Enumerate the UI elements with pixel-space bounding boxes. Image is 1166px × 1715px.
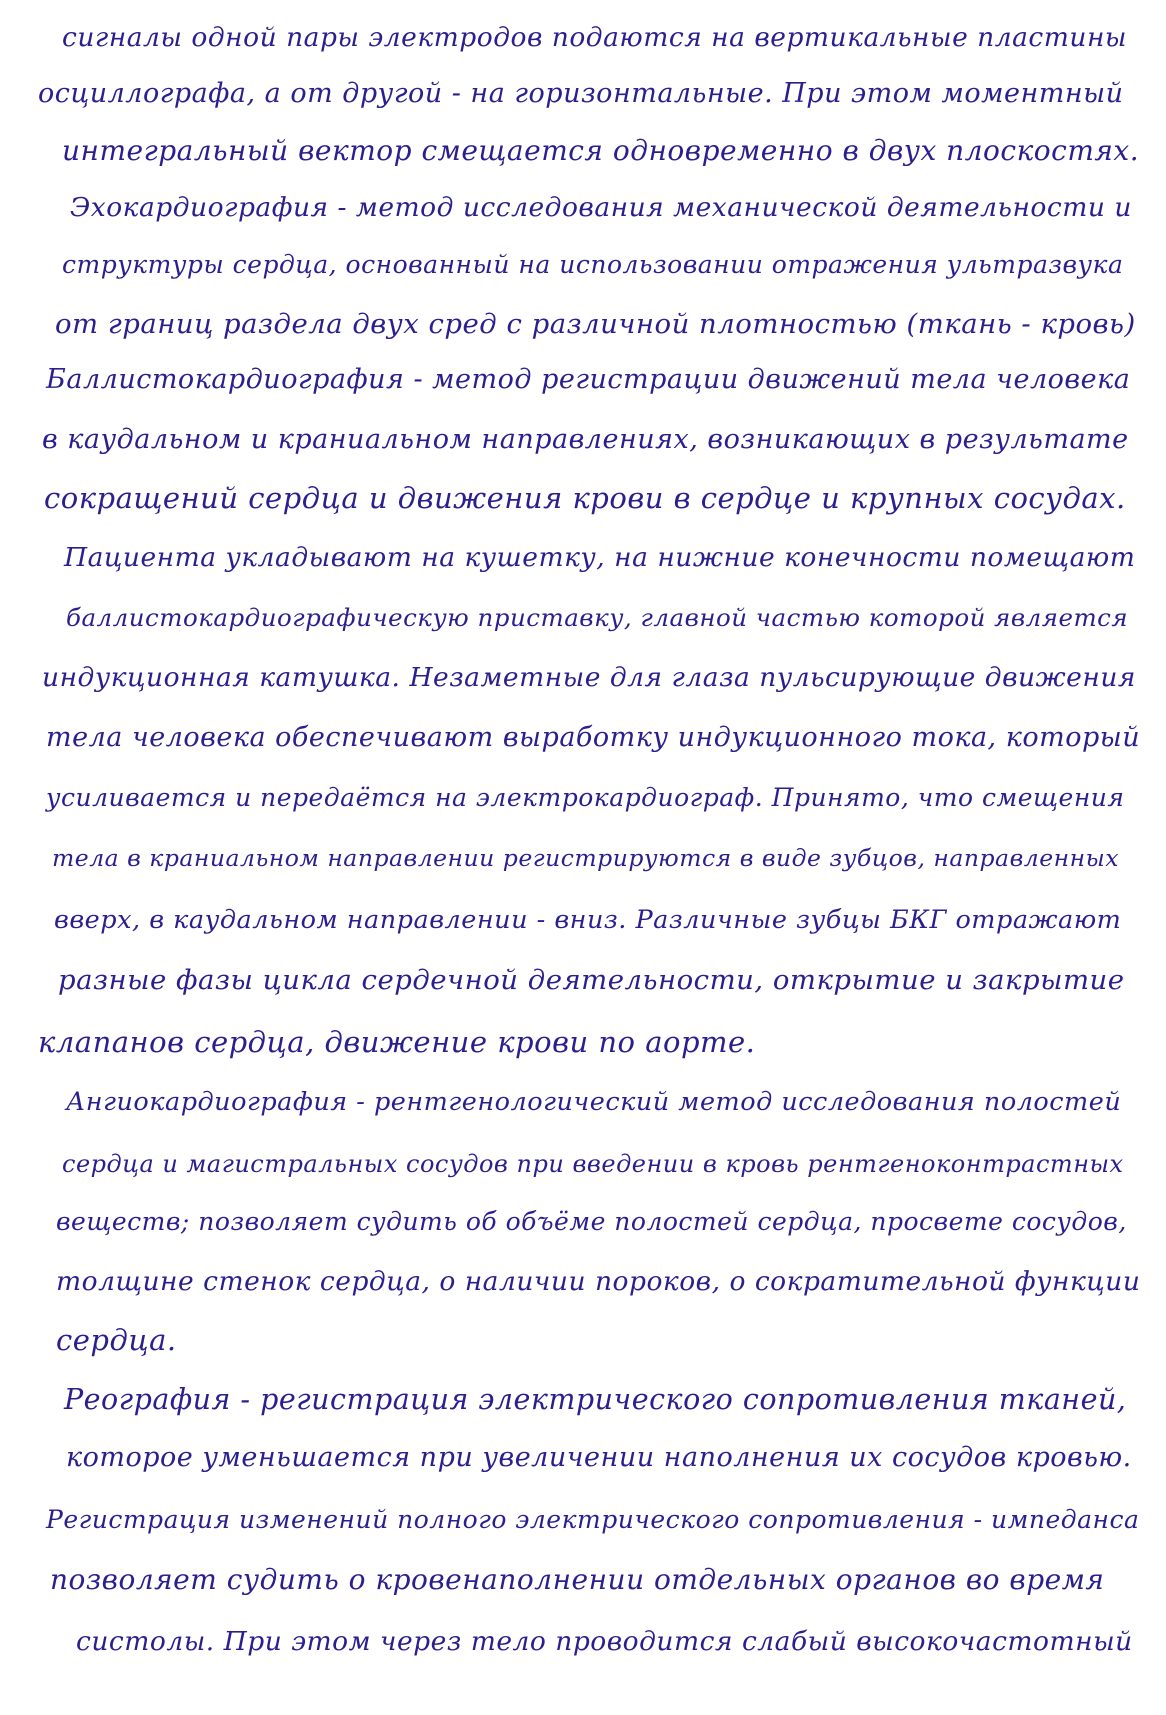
text-line: структуры сердца, основанный на использовании отражения ультразвука (62, 250, 1124, 279)
text-line: тела в краниальном направлении регистрируются в виде зубцов, направленных (52, 844, 1119, 872)
text-line: сердца и магистральных сосудов при введении в кровь рентгеноконтрастных (62, 1150, 1124, 1178)
text-line: в каудальном и краниальном направлениях, возникающих в результате (42, 424, 1129, 455)
text-line: сигналы одной пары электродов подаются на вертикальные пластины (62, 22, 1127, 53)
text-line: Ангиокардиография - рентгенологический метод исследования полостей (66, 1087, 1122, 1117)
text-line: индукционная катушка. Незаметные для глаза пульсирующие движения (42, 662, 1136, 693)
text-line: Баллистокардиография - метод регистрации движений тела человека (46, 364, 1131, 395)
text-line: интегральный вектор смещается одновременно в двух плоскостях. (62, 134, 1140, 167)
text-line: сердца. (56, 1323, 177, 1357)
text-line: Регистрация изменений полного электрического сопротивления - импеданса (46, 1505, 1140, 1534)
text-line: сокращений сердца и движения крови в сердце и крупных сосудах. (44, 481, 1126, 515)
text-line: Пациента укладывают на кушетку, на нижние конечности помещают (64, 542, 1136, 573)
text-line: клапанов сердца, движение крови по аорте. (38, 1025, 756, 1059)
text-line: разные фазы цикла сердечной деятельности, открытие и закрытие (58, 964, 1125, 996)
text-line: вверх, в каудальном направлении - вниз. Различные зубцы БКГ отражают (54, 905, 1122, 935)
text-line: от границ раздела двух сред с различной плотностью (ткань - кровь) (55, 308, 1136, 340)
text-line: тела человека обеспечивают выработку индукционного тока, который (46, 722, 1141, 753)
text-line: усиливается и передаётся на электрокардиограф. Принято, что смещения (46, 783, 1125, 812)
text-line: позволяет судить о кровенаполнении отдельных органов во время (50, 1563, 1105, 1596)
text-line: Реография - регистрация электрического сопротивления тканей, (64, 1383, 1127, 1416)
text-line: осциллографа, а от другой - на горизонтальные. При этом моментный (38, 78, 1124, 109)
text-line: которое уменьшается при увеличении наполнения их сосудов кровью. (66, 1442, 1132, 1473)
text-line: баллистокардиографическую приставку, главной частью которой является (66, 603, 1129, 632)
text-line: веществ; позволяет судить об объёме полостей сердца, просвете сосудов, (56, 1207, 1127, 1236)
text-line: систолы. При этом через тело проводится слабый высокочастотный (76, 1626, 1133, 1657)
text-line: толщине стенок сердца, о наличии пороков, о сократительной функции (56, 1266, 1141, 1297)
text-line: Эхокардиография - метод исследования механической деятельности и (70, 192, 1132, 223)
